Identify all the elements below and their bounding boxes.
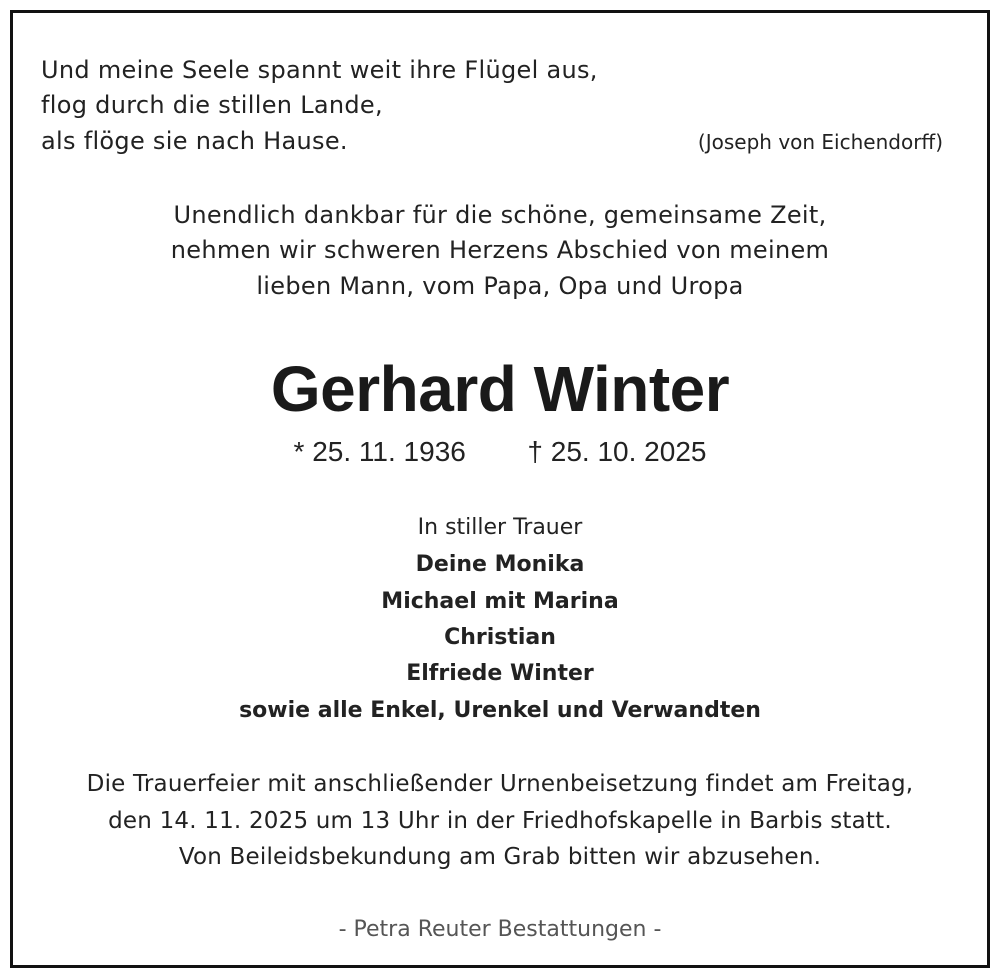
birth-symbol: * — [293, 436, 305, 467]
poem-line: Und meine Seele spannt weit ihre Flügel aus, — [41, 56, 598, 84]
service-line: Die Trauerfeier mit anschließender Urnenbeisetzung findet am Freitag, — [86, 771, 914, 797]
mourner-name: Deine Monika — [415, 552, 585, 577]
poem-author: (Joseph von Eichendorff) — [697, 130, 943, 154]
undertaker-name: - Petra Reuter Bestattungen - — [338, 917, 662, 942]
mourner-name: Elfriede Winter — [406, 661, 594, 686]
death-date: 25. 10. 2025 — [550, 436, 707, 467]
mourning-label: In stiller Trauer — [417, 515, 583, 540]
service-line: Von Beileidsbekundung am Grab bitten wir abzusehen. — [178, 844, 822, 870]
poem-line: als flöge sie nach Hause. — [41, 127, 348, 155]
birth-date: 25. 11. 1936 — [312, 436, 466, 467]
poem-line: flog durch die stillen Lande, — [41, 91, 383, 119]
mourner-name: sowie alle Enkel, Urenkel und Verwandten — [239, 698, 761, 723]
deceased-name: Gerhard Winter — [270, 353, 730, 425]
intro-line: nehmen wir schweren Herzens Abschied von meinem — [170, 236, 830, 264]
intro-line: lieben Mann, vom Papa, Opa und Uropa — [256, 272, 744, 300]
life-dates — [0, 436, 1000, 468]
death-symbol: † — [527, 436, 543, 467]
mourner-name: Michael mit Marina — [381, 589, 619, 614]
mourner-name: Christian — [444, 625, 556, 650]
intro-line: Unendlich dankbar für die schöne, gemeinsame Zeit, — [173, 201, 827, 229]
service-line: den 14. 11. 2025 um 13 Uhr in der Friedhofskapelle in Barbis statt. — [108, 808, 892, 834]
